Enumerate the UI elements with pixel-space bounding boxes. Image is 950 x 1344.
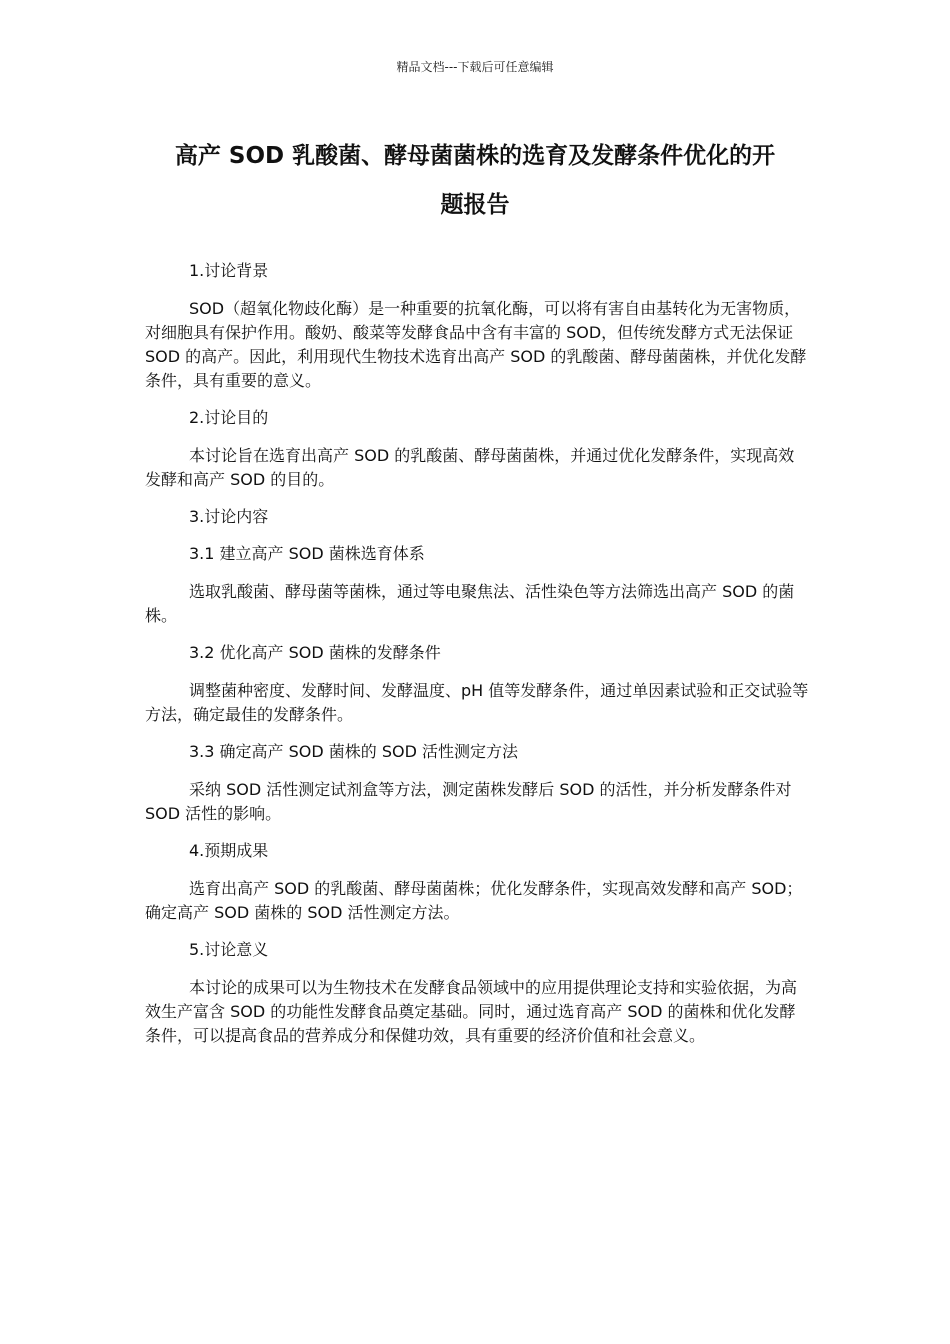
document-body [145,260,810,1062]
document-title [140,132,810,230]
section-heading-background: 1.讨论背景 [189,261,269,280]
page-header: 精品文档---下载后可任意编辑 [396,60,554,74]
section-paragraph-significance: 本讨论的成果可以为生物技术在发酵食品领域中的应用提供理论支持和实验依据，为高效生产富含 SOD 的功能性发酵食品奠定基础。同时，通过选育高产 SOD 的菌株和优化发酵条件，可以提高食品的营养成分和保健功效，具有重要的经济价值和社会意义。 [145,978,798,1045]
subsection-paragraph-3-1: 选取乳酸菌、酵母菌等菌株，通过等电聚焦法、活性染色等方法筛选出高产 SOD 的菌株。 [145,582,795,625]
section-heading-expected-results: 4.预期成果 [189,841,269,860]
section-paragraph-background: SOD（超氧化物歧化酶）是一种重要的抗氧化酶，可以将有害自由基转化为无害物质，对细胞具有保护作用。酸奶、酸菜等发酵食品中含有丰富的 SOD，但传统发酵方式无法保证 SOD 的高产。因此，利用现代生物技术选育出高产 SOD 的乳酸菌、酵母菌菌株，并优化发酵条件，具有重要的意义。 [145,299,807,390]
section-heading-significance: 5.讨论意义 [189,940,269,959]
section-heading-content: 3.讨论内容 [189,507,269,526]
subsection-heading-3-3: 3.3 确定高产 SOD 菌株的 SOD 活性测定方法 [189,742,519,761]
subsection-heading-3-2: 3.2 优化高产 SOD 菌株的发酵条件 [189,643,441,662]
title-line-1: 高产 SOD 乳酸菌、酵母菌菌株的选育及发酵条件优化的开 [174,143,776,169]
section-paragraph-expected-results: 选育出高产 SOD 的乳酸菌、酵母菌菌株；优化发酵条件，实现高效发酵和高产 SOD；确定高产 SOD 菌株的 SOD 活性测定方法。 [145,879,803,922]
section-paragraph-purpose: 本讨论旨在选育出高产 SOD 的乳酸菌、酵母菌菌株，并通过优化发酵条件，实现高效发酵和高产 SOD 的目的。 [145,446,795,489]
subsection-paragraph-3-2: 调整菌种密度、发酵时间、发酵温度、pH 值等发酵条件，通过单因素试验和正交试验等方法，确定最佳的发酵条件。 [145,681,809,724]
subsection-paragraph-3-3: 采纳 SOD 活性测定试剂盒等方法，测定菌株发酵后 SOD 的活性，并分析发酵条件对 SOD 活性的影响。 [145,780,792,823]
title-line-2: 题报告 [440,192,510,218]
subsection-heading-3-1: 3.1 建立高产 SOD 菌株选育体系 [189,544,425,563]
section-heading-purpose: 2.讨论目的 [189,408,269,427]
